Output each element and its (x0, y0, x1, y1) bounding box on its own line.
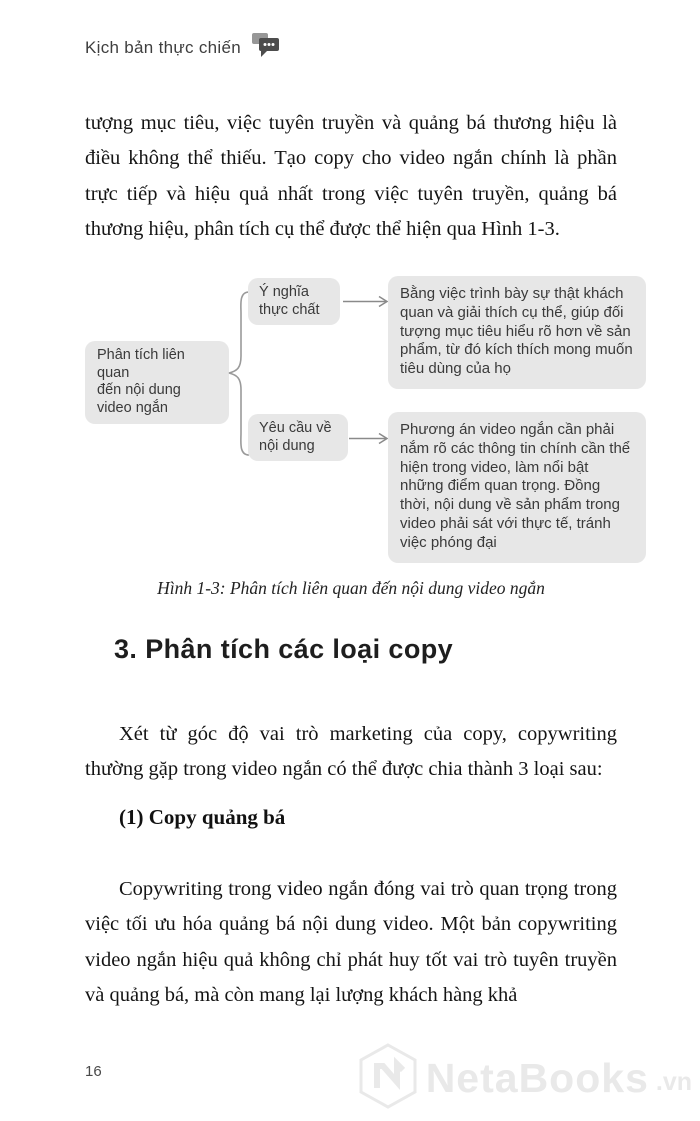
diagram-branch2-box (248, 414, 348, 461)
diagram-branch1-box (248, 278, 340, 325)
figure-caption: Hình 1-3: Phân tích liên quan đến nội dung video ngắn (157, 578, 545, 598)
subheading-copy-quang-ba: (1) Copy quảng bá (119, 805, 286, 829)
body-paragraph-3: Copywriting trong video ngắn đóng vai trò quan trọng trong việc tối ưu hóa quảng bá nội dung video. Một bản copywriting video ngắn hiệu quả không chỉ phát huy tốt vai trò tuyên truyền và quảng bá, mà còn mang lại lượng khách hàng khả (85, 877, 617, 1006)
book-title: Kịch bản thực chiến (85, 37, 242, 57)
page-number: 16 (85, 1063, 102, 1080)
diagram-branch1-description-box: Bằng việc trình bày sự thật khách quan và giải thích cụ thể, giúp đối tượng mục tiêu hiểu rõ hơn về sản phẩm, từ đó kích thích mong muốn tiêu dùng của họ (388, 276, 646, 389)
netabooks-hexagon-logo-icon (357, 1042, 419, 1115)
watermark-suffix: .vn (655, 1068, 692, 1096)
diagram-root-line: đến nội dung (97, 382, 181, 398)
branch1-label-line: thực chất (259, 302, 320, 318)
watermark (357, 1042, 692, 1115)
diagram-root-line: Phân tích liên quan (97, 347, 185, 381)
diagram-root-line: video ngắn (97, 399, 168, 416)
branch1-label-line: Ý nghĩa (259, 284, 309, 300)
diagram-branch2-description-box: Phương án video ngắn cần phải nắm rõ các thông tin chính cần thể hiện trong video, làm nổi bật những điểm quan trọng. Đồng thời, nội dung về sản phẩm trong video phải sát với thực tế, tránh việc phóng đại (388, 412, 646, 563)
chat-bubbles-icon (250, 31, 282, 64)
body-paragraph-1: tượng mục tiêu, việc tuyên truyền và quảng bá thương hiệu là điều không thể thiếu. Tạo copy cho video ngắn chính là phần trực tiếp và hiệu quả nhất trong việc tuyên truyền, quảng bá thương hiệu, phân tích cụ thể được thể hiện qua Hình 1-3. (85, 111, 617, 240)
body-paragraph-2: Xét từ góc độ vai trò marketing của copy, copywriting thường gặp trong video ngắn có thể được chia thành 3 loại sau: (85, 722, 617, 780)
section-heading: 3. Phân tích các loại copy (114, 634, 454, 664)
branch2-label-line: nội dung (259, 438, 315, 454)
arrow-connector-2 (349, 432, 389, 445)
branch2-label-line: Yêu cầu về (259, 420, 332, 436)
running-header (85, 31, 282, 64)
watermark-text: NetaBooks (425, 1055, 649, 1101)
arrow-connector-1 (343, 295, 389, 308)
diagram-root-box (85, 341, 229, 424)
